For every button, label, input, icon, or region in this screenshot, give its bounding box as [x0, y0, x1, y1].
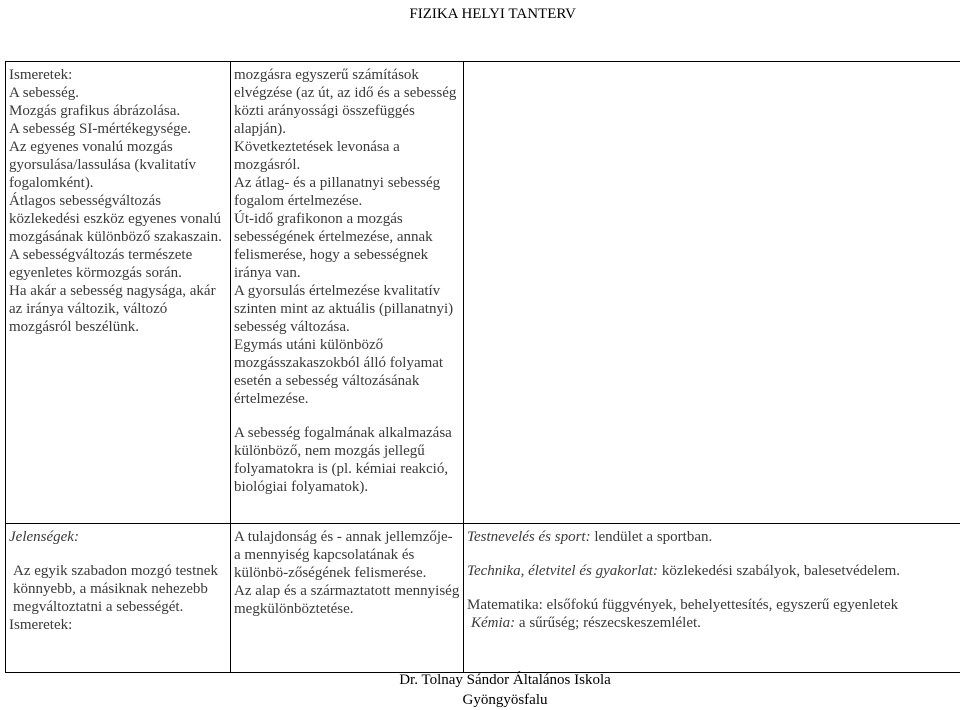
- cell-text: A sebességváltozás természete egyenletes körmozgás során.: [9, 246, 227, 282]
- cell-text: Ismeretek:: [9, 66, 227, 84]
- table-row: [6, 62, 960, 524]
- cell-text: A tulajdonság és - annak jellemzője- a mennyiség kapcsolatának és különbö-zőségének felismerése.: [234, 528, 460, 582]
- cell-text: Út-idő grafikonon a mozgás sebességének értelmezése, annak felismerése, hogy a sebességnek iránya van.: [234, 210, 460, 282]
- curriculum-table: [5, 61, 960, 673]
- connection-line: Matematika: elsőfokú függvények, behelyettesítés, egyszerű egyenletek: [467, 596, 959, 614]
- cell-text: A sebesség SI-mértékegysége.: [9, 120, 227, 138]
- connection-line: Kémia: a sűrűség; részecskeszemlélet.: [467, 614, 959, 632]
- cell-text: A sebesség.: [9, 84, 227, 102]
- cell-text: Az egyenes vonalú mozgás gyorsulása/lassulása (kvalitatív fogalomként).: [9, 138, 227, 192]
- footer-school: Dr. Tolnay Sándor Általános Iskola: [380, 670, 630, 690]
- cell-text: A sebesség fogalmának alkalmazása különböző, nem mozgás jellegű folyamatokra is (pl. kémiai reakció, biológiai folyamatok).: [234, 424, 460, 496]
- cell-text: Ha akár a sebesség nagysága, akár az iránya változik, változó mozgásról beszélünk.: [9, 282, 227, 336]
- connections-cell: [464, 62, 960, 524]
- connections-cell: [464, 524, 960, 673]
- connection-line: Testnevelés és sport: lendület a sportban.: [467, 528, 959, 546]
- knowledge-cell: [6, 62, 231, 524]
- page-header: FIZIKA HELYI TANTERV: [409, 6, 576, 23]
- footer-location: Gyöngyösfalu: [380, 690, 630, 710]
- connection-line: Technika, életvitel és gyakorlat: közlekedési szabályok, balesetvédelem.: [467, 562, 959, 580]
- cell-text: Az egyik szabadon mozgó testnek könnyebb, a másiknak nehezebb megváltoztatni a sebességét.: [9, 562, 227, 616]
- page-footer: [380, 670, 630, 710]
- cell-text: Következtetések levonása a mozgásról.: [234, 138, 460, 174]
- cell-text: Egymás utáni különböző mozgásszakaszokból álló folyamat esetén a sebesség változásának értelmezése.: [234, 336, 460, 408]
- table-row: [6, 524, 960, 673]
- cell-text: Ismeretek:: [9, 616, 227, 634]
- phenomena-heading: Jelenségek:: [9, 528, 227, 546]
- requirements-cell: [231, 524, 464, 673]
- cell-text: Mozgás grafikus ábrázolása.: [9, 102, 227, 120]
- cell-text: Átlagos sebességváltozás közlekedési eszköz egyenes vonalú mozgásának különböző szakaszain.: [9, 192, 227, 246]
- requirements-cell: [231, 62, 464, 524]
- cell-text: Az átlag- és a pillanatnyi sebesség fogalom értelmezése.: [234, 174, 460, 210]
- cell-text: mozgásra egyszerű számítások elvégzése (az út, az idő és a sebesség közti arányossági összefüggés alapján).: [234, 66, 460, 138]
- cell-text: A gyorsulás értelmezése kvalitatív szinten mint az aktuális (pillanatnyi) sebesség változása.: [234, 282, 460, 336]
- phenomena-cell: [6, 524, 231, 673]
- cell-text: Az alap és a származtatott mennyiség megkülönböztetése.: [234, 582, 460, 618]
